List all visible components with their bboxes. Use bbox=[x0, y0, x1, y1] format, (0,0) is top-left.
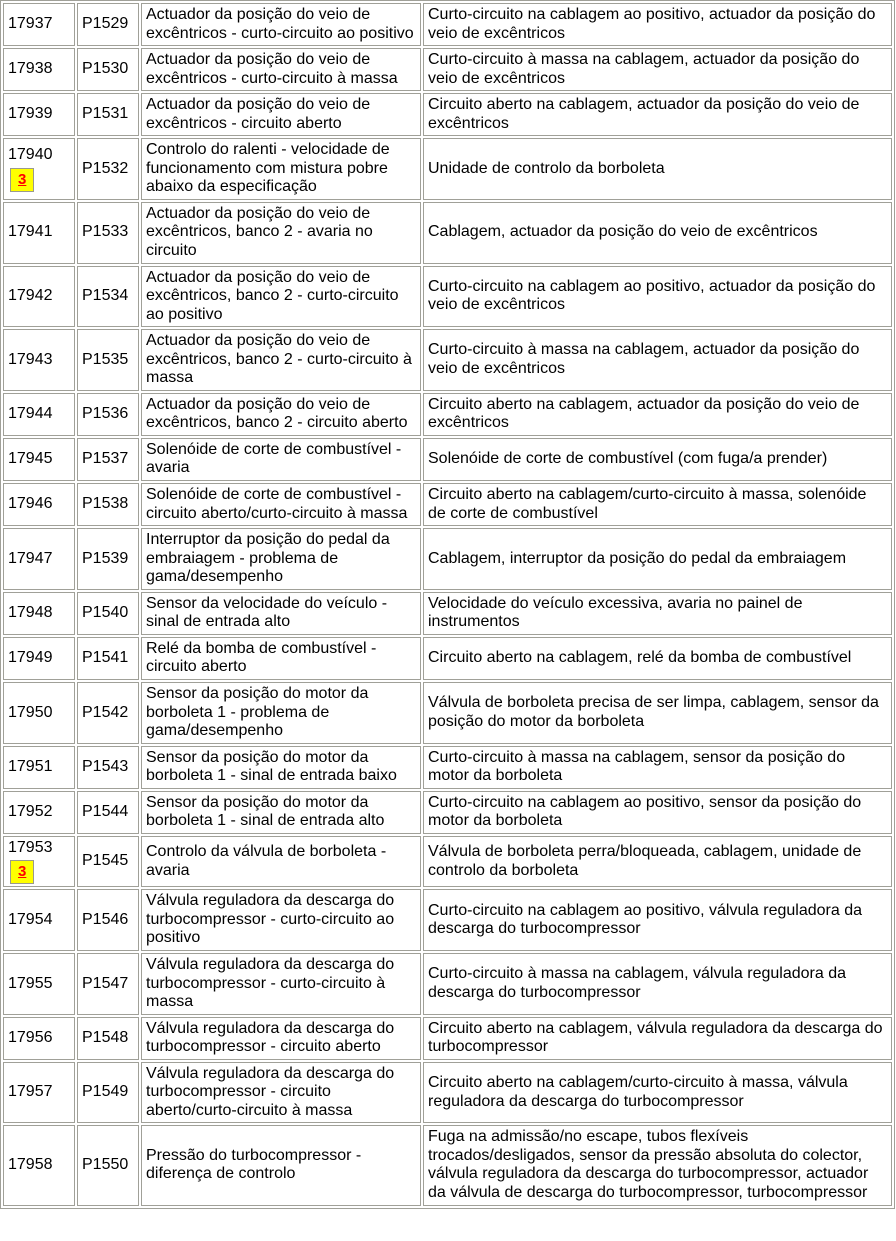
p-code-cell: P1548 bbox=[77, 1017, 139, 1060]
p-code-cell: P1532 bbox=[77, 138, 139, 200]
fault-code: 17937 bbox=[8, 15, 53, 33]
possible-cause-cell: Circuito aberto na cablagem, actuador da posição do veio de excêntricos bbox=[423, 393, 892, 436]
fault-description-cell: Solenóide de corte de combustível - circuito aberto/curto-circuito à massa bbox=[141, 483, 421, 526]
fault-code-cell bbox=[3, 1125, 75, 1205]
p-code-cell: P1529 bbox=[77, 3, 139, 46]
fault-code: 17942 bbox=[8, 287, 53, 305]
possible-cause-cell: Curto-circuito na cablagem ao positivo, sensor da posição do motor da borboleta bbox=[423, 791, 892, 834]
fault-code-cell bbox=[3, 889, 75, 951]
table-row bbox=[3, 329, 892, 391]
fault-description-cell: Controlo do ralenti - velocidade de funcionamento com mistura pobre abaixo da especificação bbox=[141, 138, 421, 200]
possible-cause-cell: Fuga na admissão/no escape, tubos flexíveis trocados/desligados, sensor da pressão absoluta do colector, válvula reguladora da descarga do turbocompressor, actuador da válvula de descarga do turbocompressor, turbocompressor bbox=[423, 1125, 892, 1205]
p-code-cell: P1545 bbox=[77, 836, 139, 888]
possible-cause-cell: Válvula de borboleta precisa de ser limpa, cablagem, sensor da posição do motor da borboleta bbox=[423, 682, 892, 744]
fault-description-cell: Válvula reguladora da descarga do turbocompressor - circuito aberto bbox=[141, 1017, 421, 1060]
fault-code: 17939 bbox=[8, 105, 53, 123]
table-row bbox=[3, 93, 892, 136]
table-row bbox=[3, 953, 892, 1015]
fault-code: 17938 bbox=[8, 60, 53, 78]
table-row bbox=[3, 483, 892, 526]
p-code-cell: P1536 bbox=[77, 393, 139, 436]
p-code-cell: P1539 bbox=[77, 528, 139, 590]
fault-code: 17950 bbox=[8, 703, 53, 721]
fault-description-cell: Actuador da posição do veio de excêntricos - curto-circuito ao positivo bbox=[141, 3, 421, 46]
fault-description-cell: Actuador da posição do veio de excêntricos, banco 2 - curto-circuito à massa bbox=[141, 329, 421, 391]
p-code-cell: P1530 bbox=[77, 48, 139, 91]
possible-cause-cell: Curto-circuito na cablagem ao positivo, actuador da posição do veio de excêntricos bbox=[423, 266, 892, 328]
fault-code-cell bbox=[3, 746, 75, 789]
table-row bbox=[3, 746, 892, 789]
table-row bbox=[3, 138, 892, 200]
fault-code-cell bbox=[3, 836, 75, 888]
fault-description-cell: Solenóide de corte de combustível - avaria bbox=[141, 438, 421, 481]
fault-code: 17947 bbox=[8, 549, 53, 567]
possible-cause-cell: Circuito aberto na cablagem, válvula reguladora da descarga do turbocompressor bbox=[423, 1017, 892, 1060]
table-row bbox=[3, 202, 892, 264]
p-code-cell: P1538 bbox=[77, 483, 139, 526]
p-code-cell: P1546 bbox=[77, 889, 139, 951]
fault-code: 17955 bbox=[8, 974, 53, 992]
table-row bbox=[3, 1125, 892, 1205]
fault-code-cell bbox=[3, 592, 75, 635]
footnote-3-link[interactable]: 3 bbox=[10, 168, 34, 192]
table-row bbox=[3, 889, 892, 951]
fault-description-cell: Actuador da posição do veio de excêntricos - curto-circuito à massa bbox=[141, 48, 421, 91]
p-code-cell: P1547 bbox=[77, 953, 139, 1015]
possible-cause-cell: Cablagem, actuador da posição do veio de excêntricos bbox=[423, 202, 892, 264]
fault-description-cell: Pressão do turbocompressor - diferença de controlo bbox=[141, 1125, 421, 1205]
possible-cause-cell: Curto-circuito à massa na cablagem, válvula reguladora da descarga do turbocompressor bbox=[423, 953, 892, 1015]
possible-cause-cell: Curto-circuito na cablagem ao positivo, actuador da posição do veio de excêntricos bbox=[423, 3, 892, 46]
p-code-cell: P1542 bbox=[77, 682, 139, 744]
table-row bbox=[3, 1062, 892, 1124]
possible-cause-cell: Circuito aberto na cablagem, relé da bomba de combustível bbox=[423, 637, 892, 680]
fault-code: 17940 bbox=[8, 146, 53, 164]
fault-code: 17945 bbox=[8, 450, 53, 468]
p-code-cell: P1549 bbox=[77, 1062, 139, 1124]
fault-description-cell: Válvula reguladora da descarga do turbocompressor - curto-circuito ao positivo bbox=[141, 889, 421, 951]
p-code-cell: P1534 bbox=[77, 266, 139, 328]
table-row bbox=[3, 1017, 892, 1060]
fault-description-cell: Actuador da posição do veio de excêntricos - circuito aberto bbox=[141, 93, 421, 136]
p-code-cell: P1543 bbox=[77, 746, 139, 789]
possible-cause-cell: Curto-circuito na cablagem ao positivo, válvula reguladora da descarga do turbocompressor bbox=[423, 889, 892, 951]
fault-code-cell bbox=[3, 528, 75, 590]
fault-code: 17958 bbox=[8, 1156, 53, 1174]
fault-code: 17954 bbox=[8, 910, 53, 928]
fault-description-cell: Actuador da posição do veio de excêntricos, banco 2 - circuito aberto bbox=[141, 393, 421, 436]
possible-cause-cell: Curto-circuito à massa na cablagem, actuador da posição do veio de excêntricos bbox=[423, 48, 892, 91]
table-row bbox=[3, 682, 892, 744]
fault-description-cell: Controlo da válvula de borboleta - avaria bbox=[141, 836, 421, 888]
fault-code-cell bbox=[3, 202, 75, 264]
fault-code-cell bbox=[3, 138, 75, 200]
possible-cause-cell: Circuito aberto na cablagem/curto-circuito à massa, solenóide de corte de combustível bbox=[423, 483, 892, 526]
table-row bbox=[3, 592, 892, 635]
fault-description-cell: Actuador da posição do veio de excêntricos, banco 2 - curto-circuito ao positivo bbox=[141, 266, 421, 328]
table-row bbox=[3, 836, 892, 888]
fault-code: 17946 bbox=[8, 495, 53, 513]
fault-description-cell: Actuador da posição do veio de excêntricos, banco 2 - avaria no circuito bbox=[141, 202, 421, 264]
possible-cause-cell: Circuito aberto na cablagem/curto-circuito à massa, válvula reguladora da descarga do turbocompressor bbox=[423, 1062, 892, 1124]
p-code-cell: P1550 bbox=[77, 1125, 139, 1205]
fault-code: 17948 bbox=[8, 604, 53, 622]
possible-cause-cell: Válvula de borboleta perra/bloqueada, cablagem, unidade de controlo da borboleta bbox=[423, 836, 892, 888]
fault-description-cell: Sensor da posição do motor da borboleta 1 - problema de gama/desempenho bbox=[141, 682, 421, 744]
fault-code-cell bbox=[3, 266, 75, 328]
p-code-cell: P1544 bbox=[77, 791, 139, 834]
fault-code-cell bbox=[3, 48, 75, 91]
table-row bbox=[3, 48, 892, 91]
fault-code-cell bbox=[3, 93, 75, 136]
fault-code: 17941 bbox=[8, 223, 53, 241]
fault-code: 17953 bbox=[8, 838, 53, 856]
p-code-cell: P1541 bbox=[77, 637, 139, 680]
fault-description-cell: Sensor da posição do motor da borboleta 1 - sinal de entrada alto bbox=[141, 791, 421, 834]
table-row bbox=[3, 393, 892, 436]
table-row bbox=[3, 791, 892, 834]
fault-code-cell bbox=[3, 682, 75, 744]
fault-code: 17949 bbox=[8, 649, 53, 667]
footnote-3-link[interactable]: 3 bbox=[10, 860, 34, 884]
p-code-cell: P1537 bbox=[77, 438, 139, 481]
p-code-cell: P1540 bbox=[77, 592, 139, 635]
possible-cause-cell: Cablagem, interruptor da posição do pedal da embraiagem bbox=[423, 528, 892, 590]
fault-code: 17952 bbox=[8, 802, 53, 820]
fault-description-cell: Válvula reguladora da descarga do turbocompressor - circuito aberto/curto-circuito à massa bbox=[141, 1062, 421, 1124]
table-row bbox=[3, 266, 892, 328]
table-row bbox=[3, 438, 892, 481]
fault-code: 17943 bbox=[8, 350, 53, 368]
table-row bbox=[3, 637, 892, 680]
fault-description-cell: Interruptor da posição do pedal da embraiagem - problema de gama/desempenho bbox=[141, 528, 421, 590]
fault-code-table-body bbox=[3, 3, 892, 1206]
fault-description-cell: Sensor da velocidade do veículo - sinal de entrada alto bbox=[141, 592, 421, 635]
fault-code-cell bbox=[3, 1062, 75, 1124]
fault-code-cell bbox=[3, 953, 75, 1015]
fault-code-cell bbox=[3, 393, 75, 436]
possible-cause-cell: Circuito aberto na cablagem, actuador da posição do veio de excêntricos bbox=[423, 93, 892, 136]
fault-code-cell bbox=[3, 791, 75, 834]
fault-description-cell: Relé da bomba de combustível - circuito aberto bbox=[141, 637, 421, 680]
p-code-cell: P1531 bbox=[77, 93, 139, 136]
p-code-cell: P1533 bbox=[77, 202, 139, 264]
fault-code-cell bbox=[3, 329, 75, 391]
fault-code-cell bbox=[3, 3, 75, 46]
fault-code: 17951 bbox=[8, 757, 53, 775]
possible-cause-cell: Solenóide de corte de combustível (com fuga/a prender) bbox=[423, 438, 892, 481]
fault-code: 17956 bbox=[8, 1028, 53, 1046]
possible-cause-cell: Velocidade do veículo excessiva, avaria no painel de instrumentos bbox=[423, 592, 892, 635]
fault-code-cell bbox=[3, 483, 75, 526]
fault-description-cell: Sensor da posição do motor da borboleta 1 - sinal de entrada baixo bbox=[141, 746, 421, 789]
p-code-cell: P1535 bbox=[77, 329, 139, 391]
table-row bbox=[3, 3, 892, 46]
fault-code: 17957 bbox=[8, 1083, 53, 1101]
fault-description-cell: Válvula reguladora da descarga do turbocompressor - curto-circuito à massa bbox=[141, 953, 421, 1015]
fault-code-cell bbox=[3, 438, 75, 481]
fault-code-cell bbox=[3, 1017, 75, 1060]
fault-code-cell bbox=[3, 637, 75, 680]
possible-cause-cell: Curto-circuito à massa na cablagem, actuador da posição do veio de excêntricos bbox=[423, 329, 892, 391]
possible-cause-cell: Curto-circuito à massa na cablagem, sensor da posição do motor da borboleta bbox=[423, 746, 892, 789]
possible-cause-cell: Unidade de controlo da borboleta bbox=[423, 138, 892, 200]
table-row bbox=[3, 528, 892, 590]
fault-code: 17944 bbox=[8, 405, 53, 423]
